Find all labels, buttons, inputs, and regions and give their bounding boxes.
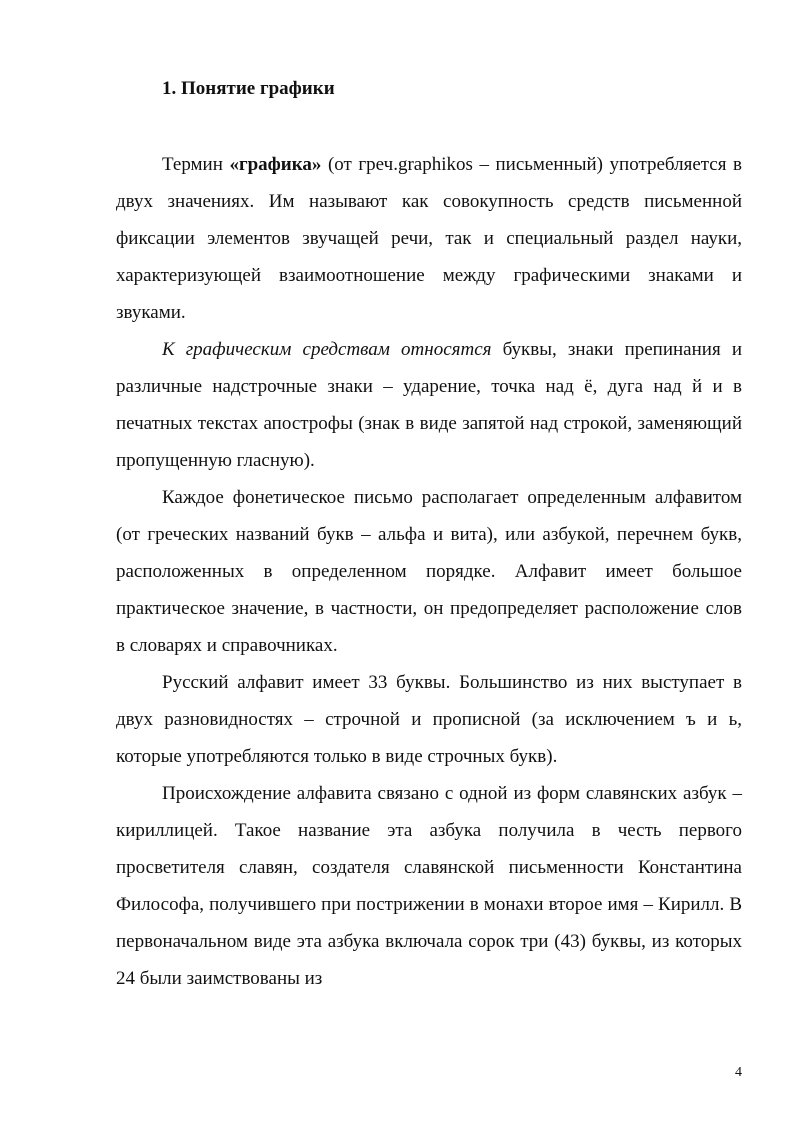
paragraph-text: (от греч.graphikos – письменный) употребляется в двух значениях. Им называют как совокупность средств письменной фиксации элементов звучащей речи, так и специальный раздел науки, характеризующей взаимоотношение между графическими знаками и звуками. [116, 154, 742, 323]
section-heading: 1. Понятие графики [162, 78, 335, 99]
paragraph-text: буквы, знаки препинания и различные надстрочные знаки – ударение, точка над ё, дуга над й и в печатных текстах апострофы (знак в виде запятой над строкой, заменяющий пропущенную гласную). [116, 339, 743, 471]
body-text [116, 146, 742, 997]
paragraph-alphabet: Каждое фонетическое письмо располагает определенным алфавитом (от греческих названий букв – альфа и вита), или азбукой, перечнем букв, расположенных в определенном порядке. Алфавит имеет большое практическое значение, в частности, он предопределяет расположение слов в словарях и справочниках. [116, 487, 742, 656]
term-grafika: «графика» [229, 154, 322, 175]
page-number: 4 [735, 1065, 742, 1080]
paragraph-origin: Происхождение алфавита связано с одной из форм славянских азбук – кириллицей. Такое название эта азбука получила в честь первого просветителя славян, создателя славянской письменности Константина Философа, получившего при пострижении в монахи второе имя – Кирилл. В первоначальном виде эта азбука включала сорок три (43) буквы, из которых 24 были заимствованы из [116, 783, 742, 989]
paragraph-text: Термин [162, 154, 230, 175]
paragraph-russian-alphabet: Русский алфавит имеет 33 буквы. Большинство из них выступает в двух разновидностях – строчной и прописной (за исключением ъ и ь, которые употребляются только в виде строчных букв). [116, 672, 742, 767]
italic-phrase: К графическим средствам относятся [162, 339, 492, 360]
paragraph-grafika-term [116, 146, 742, 331]
paragraph-graphic-means [116, 331, 742, 479]
